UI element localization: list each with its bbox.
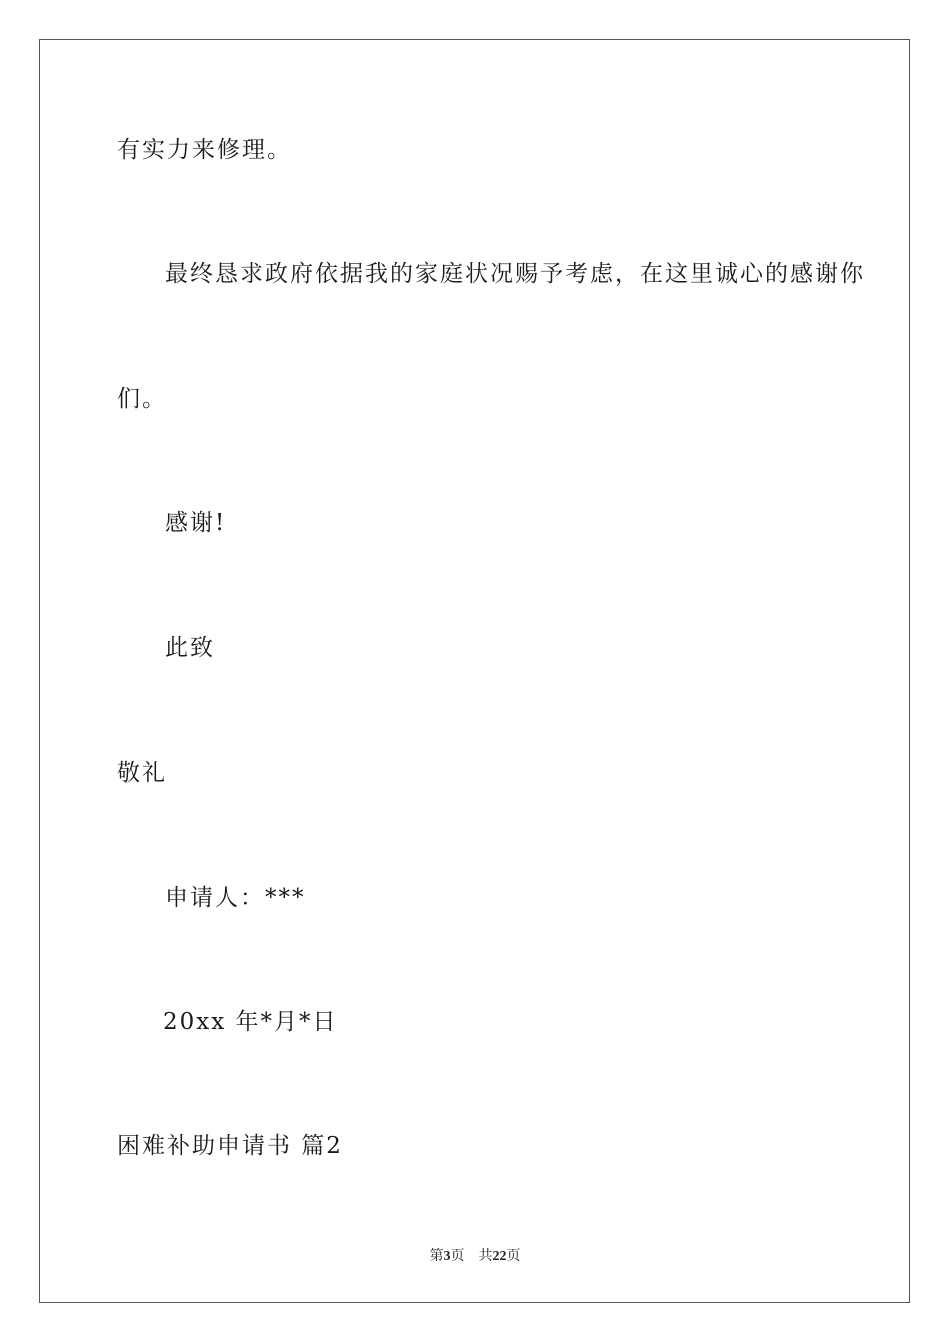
total-pages: 22 [492, 1249, 507, 1264]
total-suffix: 页 [506, 1249, 521, 1264]
applicant-line: 申请人：*** [165, 885, 306, 911]
date-line: 20xx 年*月*日 [163, 1009, 338, 1035]
body-text-line: 最终恳求政府依据我的家庭状况赐予考虑，在这里诚心的感谢你 [165, 261, 865, 287]
salutation-line: 敬礼 [117, 760, 167, 786]
section-heading: 困难补助申请书 篇2 [117, 1133, 343, 1159]
page-suffix: 页 [450, 1249, 465, 1264]
page-footer [0, 1247, 950, 1267]
page-border [39, 39, 910, 1303]
closing-line: 此致 [165, 635, 215, 661]
body-text-line: 有实力来修理。 [117, 137, 292, 163]
total-prefix: 共 [478, 1249, 493, 1264]
page-prefix: 第 [429, 1249, 444, 1264]
thanks-line: 感谢! [165, 510, 227, 536]
body-text-line: 们。 [117, 386, 167, 412]
page-number: 3 [443, 1249, 451, 1264]
